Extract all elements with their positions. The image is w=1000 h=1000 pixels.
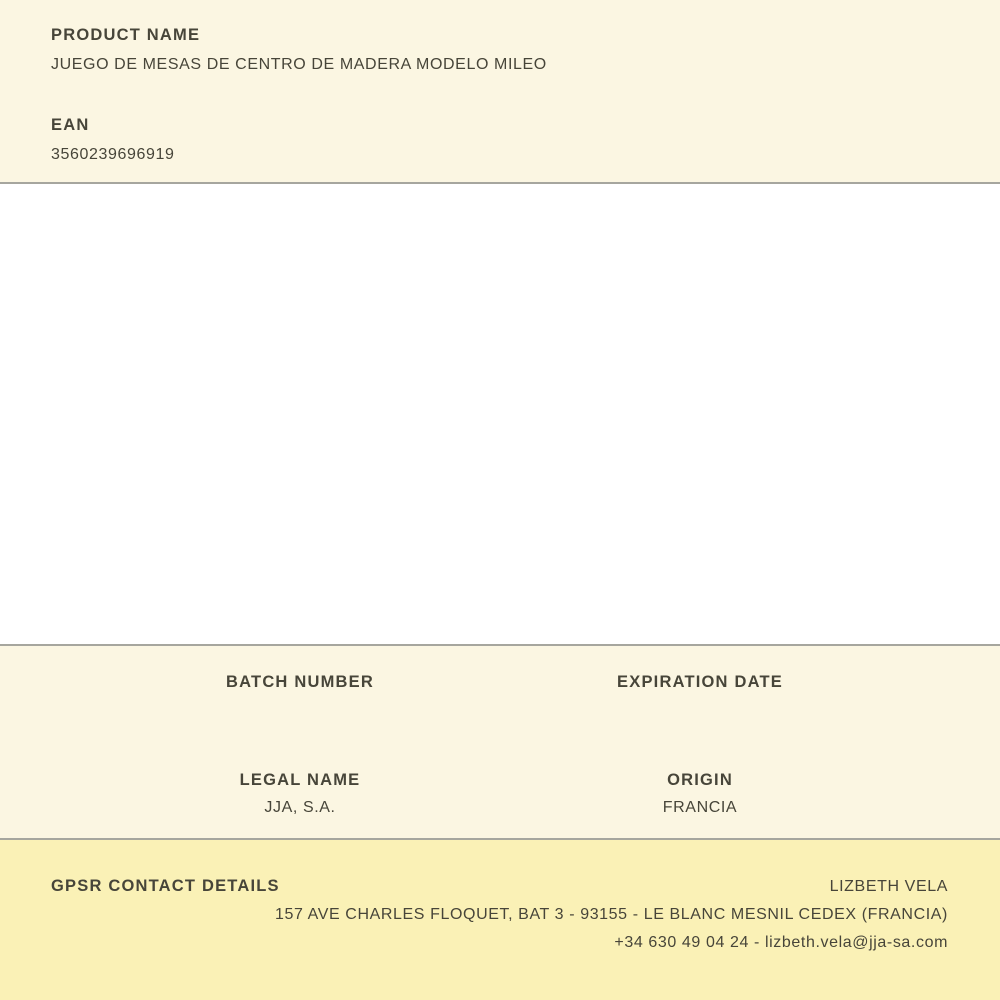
info-grid-row1 xyxy=(100,672,900,700)
legal-name-group xyxy=(100,770,500,818)
batch-number-group xyxy=(100,672,500,700)
gpsr-contact-address: 157 AVE CHARLES FLOQUET, BAT 3 - 93155 - LE BLANC MESNIL CEDEX (FRANCIA) xyxy=(274,906,948,923)
ean-value: 3560239696919 xyxy=(51,146,175,163)
gpsr-contact-section xyxy=(0,840,1000,1000)
expiration-date-label: EXPIRATION DATE xyxy=(617,673,783,691)
gpsr-header-row xyxy=(51,876,948,897)
product-name-label: PRODUCT NAME xyxy=(51,26,201,44)
product-info-section xyxy=(0,644,1000,840)
legal-name-value: JJA, S.A. xyxy=(264,799,336,816)
product-name-value: JUEGO DE MESAS DE CENTRO DE MADERA MODELO MILEO xyxy=(51,56,547,73)
info-grid-row2 xyxy=(100,770,900,818)
origin-label: ORIGIN xyxy=(667,771,733,789)
origin-value: FRANCIA xyxy=(662,799,738,816)
ean-label: EAN xyxy=(51,116,90,134)
batch-number-label: BATCH NUMBER xyxy=(226,673,374,691)
product-image-area xyxy=(0,184,1000,644)
ean-group xyxy=(51,115,949,165)
product-name-group xyxy=(51,25,949,75)
expiration-date-group xyxy=(500,672,900,700)
gpsr-contact-phone-email: +34 630 49 04 24 - lizbeth.vela@jja-sa.com xyxy=(614,934,948,951)
product-header-section xyxy=(0,0,1000,184)
origin-group xyxy=(500,770,900,818)
gpsr-contact-name: LIZBETH VELA xyxy=(829,878,948,895)
gpsr-contact-label: GPSR CONTACT DETAILS xyxy=(51,877,280,895)
legal-name-label: LEGAL NAME xyxy=(239,771,361,789)
